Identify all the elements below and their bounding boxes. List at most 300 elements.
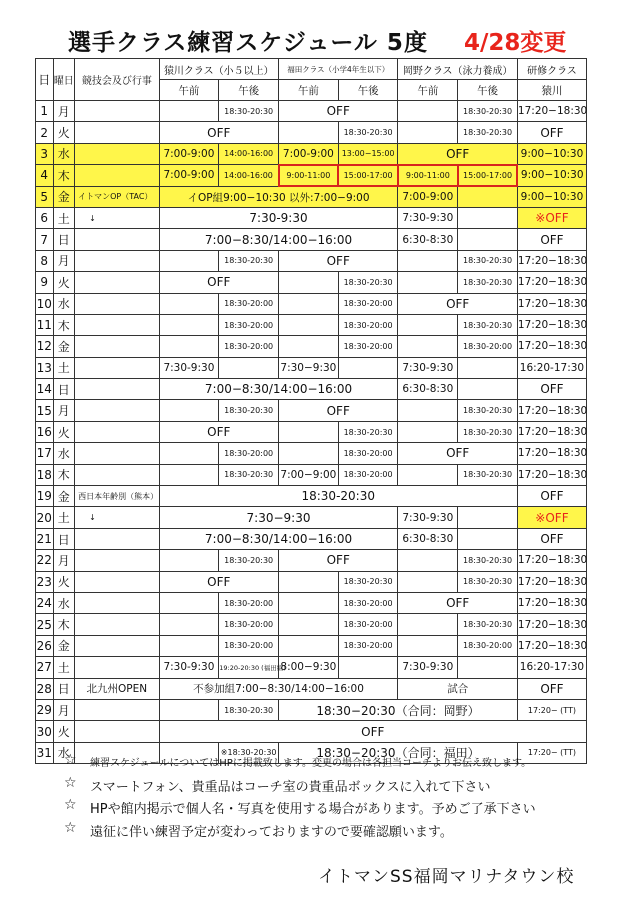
day-cell: 13 (36, 357, 54, 378)
schedule-cell (159, 614, 219, 635)
schedule-cell: OFF (159, 272, 278, 293)
schedule-cell (279, 592, 339, 613)
event-cell (75, 528, 159, 549)
event-cell (75, 101, 159, 122)
schedule-cell: 18:30-20:00 (338, 314, 398, 335)
schedule-cell: 17:20−18:30 (517, 101, 586, 122)
day-cell: 5 (36, 186, 54, 207)
schedule-cell: 18:30-20:30 (458, 272, 518, 293)
schedule-cell: 7:30-9:30 (398, 507, 458, 528)
event-cell (75, 143, 159, 164)
table-row (36, 336, 587, 357)
schedule-cell: 17:20−18:30 (517, 571, 586, 592)
schedule-cell: 18:30-20:30 (458, 101, 518, 122)
schedule-cell: 18:30-20:30 (458, 250, 518, 271)
header-dow: 曜日 (53, 59, 75, 101)
note-item (64, 752, 624, 775)
event-cell (75, 165, 159, 186)
schedule-cell (279, 336, 339, 357)
table-row (36, 657, 587, 678)
schedule-cell: 18:30-20:30 (458, 400, 518, 421)
schedule-cell: 17:20− (TT) (517, 699, 586, 720)
day-cell: 24 (36, 592, 54, 613)
schedule-cell (279, 614, 339, 635)
schedule-cell: 7:00-9:00 (398, 186, 458, 207)
header-event: 競技会及び行事 (75, 59, 159, 101)
day-cell: 2 (36, 122, 54, 143)
schedule-cell (159, 592, 219, 613)
schedule-cell: 6:30-8:30 (398, 229, 458, 250)
day-cell: 14 (36, 379, 54, 400)
schedule-cell: OFF (159, 571, 278, 592)
schedule-cell: OFF (517, 379, 586, 400)
schedule-cell (458, 507, 518, 528)
schedule-cell: 18:30-20:30 (338, 571, 398, 592)
schedule-cell: 18:30-20:30 (219, 699, 279, 720)
dow-cell: 水 (53, 592, 75, 613)
dow-cell: 火 (53, 122, 75, 143)
dow-cell: 月 (53, 550, 75, 571)
event-cell (75, 614, 159, 635)
schedule-cell (219, 357, 279, 378)
schedule-cell: 17:20−18:30 (517, 592, 586, 613)
schedule-cell: 18:30-20:00 (338, 443, 398, 464)
event-cell (75, 464, 159, 485)
day-cell: 6 (36, 207, 54, 228)
schedule-cell (398, 464, 458, 485)
schedule-cell: 7:00−8:30/14:00−16:00 (159, 379, 398, 400)
event-cell (75, 357, 159, 378)
day-cell: 15 (36, 400, 54, 421)
schedule-cell (159, 550, 219, 571)
schedule-cell: 17:20−18:30 (517, 464, 586, 485)
table-row (36, 143, 587, 164)
schedule-cell (458, 379, 518, 400)
header-sarukawa: 猿川クラス（小５以上） (159, 59, 278, 80)
event-cell (75, 550, 159, 571)
schedule-cell: 17:20−18:30 (517, 635, 586, 656)
table-row (36, 186, 587, 207)
event-cell (75, 592, 159, 613)
schedule-cell: 17:20−18:30 (517, 336, 586, 357)
event-cell (75, 699, 159, 720)
dow-cell: 火 (53, 571, 75, 592)
schedule-cell: 18:30-20:00 (338, 293, 398, 314)
dow-cell: 日 (53, 379, 75, 400)
event-cell (75, 122, 159, 143)
table-row (36, 421, 587, 442)
schedule-cell: 17:20−18:30 (517, 293, 586, 314)
schedule-cell: 18:30-20:30 (458, 122, 518, 143)
event-cell (75, 250, 159, 271)
schedule-cell: 9:00−10:30 (517, 165, 586, 186)
schedule-cell (398, 101, 458, 122)
table-row (36, 528, 587, 549)
day-cell: 11 (36, 314, 54, 335)
event-cell (75, 571, 159, 592)
dow-cell: 金 (53, 486, 75, 507)
title-row (56, 24, 616, 58)
schedule-cell: 不参加組7:00−8:30/14:00−16:00 (159, 678, 398, 699)
day-cell: 9 (36, 272, 54, 293)
schedule-cell (159, 464, 219, 485)
dow-cell: 月 (53, 699, 75, 720)
header-kenshu-sub: 猿川 (517, 80, 586, 101)
schedule-cell: OFF (398, 592, 517, 613)
schedule-cell: 9:00-11:00 (398, 165, 458, 186)
schedule-cell: 18:30-20:30 (458, 464, 518, 485)
dow-cell: 火 (53, 272, 75, 293)
schedule-cell (398, 421, 458, 442)
table-row (36, 614, 587, 635)
dow-cell: 木 (53, 165, 75, 186)
schedule-cell (279, 635, 339, 656)
dow-cell: 水 (53, 143, 75, 164)
table-row (36, 272, 587, 293)
schedule-cell (338, 657, 398, 678)
schedule-cell: 6:30-8:30 (398, 379, 458, 400)
table-row (36, 122, 587, 143)
schedule-cell (279, 421, 339, 442)
header-fukuda: 福田クラス（小学4年生以下） (279, 59, 398, 80)
schedule-cell: 15:00-17:00 (458, 165, 518, 186)
event-cell (75, 229, 159, 250)
event-cell (75, 657, 159, 678)
schedule-cell (159, 443, 219, 464)
schedule-cell (398, 614, 458, 635)
schedule-cell: OFF (279, 101, 398, 122)
schedule-cell: OFF (159, 122, 278, 143)
header-okano: 岡野クラス（泳力養成） (398, 59, 517, 80)
schedule-cell: 7:30-9:30 (398, 207, 458, 228)
schedule-cell (338, 357, 398, 378)
schedule-cell: 14:00-16:00 (219, 143, 279, 164)
schedule-cell (458, 229, 518, 250)
page-title: 選手クラス練習スケジュール 5度 (68, 30, 428, 56)
schedule-cell: 6:30-8:30 (398, 528, 458, 549)
table-row (36, 550, 587, 571)
schedule-cell: 18:30-20:00 (219, 592, 279, 613)
day-cell: 19 (36, 486, 54, 507)
schedule-cell: OFF (398, 443, 517, 464)
schedule-cell: 7:00-9:00 (159, 165, 219, 186)
day-cell: 28 (36, 678, 54, 699)
schedule-cell: 7:00−9:00 (279, 464, 339, 485)
event-cell (75, 336, 159, 357)
day-cell: 18 (36, 464, 54, 485)
event-cell: イトマンOP（TAC） (75, 186, 159, 207)
schedule-cell: 17:20−18:30 (517, 550, 586, 571)
dow-cell: 日 (53, 528, 75, 549)
star-icon: ☆ (64, 774, 77, 791)
schedule-cell: OFF (517, 528, 586, 549)
schedule-cell (279, 314, 339, 335)
schedule-cell: 18:30-20:00 (219, 293, 279, 314)
schedule-cell (159, 400, 219, 421)
schedule-cell: 9:00−10:30 (517, 143, 586, 164)
schedule-cell: 7:30-9:30 (159, 207, 398, 228)
schedule-cell: ※18:30-20:30 (219, 742, 279, 763)
star-icon: ☆ (64, 819, 77, 836)
schedule-cell: 試合 (398, 678, 517, 699)
schedule-cell: OFF (398, 293, 517, 314)
schedule-cell: 18:30-20:30 (458, 614, 518, 635)
schedule-cell: 17:20−18:30 (517, 400, 586, 421)
day-cell: 10 (36, 293, 54, 314)
dow-cell: 水 (53, 742, 75, 763)
event-cell (75, 293, 159, 314)
notes-list (64, 752, 624, 842)
schedule-cell: 16:20-17:30 (517, 657, 586, 678)
schedule-cell: 18:30-20:30 (219, 550, 279, 571)
event-cell (75, 635, 159, 656)
schedule-cell: 18:30-20:30 (219, 400, 279, 421)
schedule-cell: 14:00-16:00 (219, 165, 279, 186)
schedule-cell: 18:30-20:30 (458, 421, 518, 442)
event-cell (75, 443, 159, 464)
schedule-cell: 18:30-20:30 (338, 272, 398, 293)
event-cell (75, 721, 159, 742)
schedule-cell: 16:20-17:30 (517, 357, 586, 378)
schedule-table (35, 58, 587, 764)
schedule-cell: 17:20−18:30 (517, 314, 586, 335)
schedule-cell (279, 293, 339, 314)
schedule-cell (458, 207, 518, 228)
header-am: 午前 (279, 80, 339, 101)
dow-cell: 木 (53, 314, 75, 335)
dow-cell: 水 (53, 293, 75, 314)
header-am: 午前 (159, 80, 219, 101)
schedule-cell (159, 699, 219, 720)
day-cell: 21 (36, 528, 54, 549)
note-text: スマートフォン、貴重品はコーチ室の貴重品ボックスに入れて下さい (90, 779, 491, 795)
schedule-cell: 18:30-20:00 (219, 336, 279, 357)
day-cell: 4 (36, 165, 54, 186)
table-row (36, 721, 587, 742)
schedule-cell: 18:30-20:00 (458, 635, 518, 656)
event-cell (75, 314, 159, 335)
table-row (36, 207, 587, 228)
schedule-cell: 18:30-20:00 (219, 314, 279, 335)
schedule-cell: OFF (517, 678, 586, 699)
schedule-cell: 18:30-20:00 (338, 336, 398, 357)
dow-cell: 月 (53, 250, 75, 271)
table-row (36, 250, 587, 271)
header-day: 日 (36, 59, 54, 101)
dow-cell: 水 (53, 443, 75, 464)
table-row (36, 678, 587, 699)
schedule-cell: OFF (279, 400, 398, 421)
schedule-cell: 7:30−9:30 (159, 507, 398, 528)
schedule-cell (458, 357, 518, 378)
event-cell (75, 421, 159, 442)
header-pm: 午後 (219, 80, 279, 101)
schedule-cell (398, 272, 458, 293)
table-row (36, 314, 587, 335)
schedule-cell: 17:20−18:30 (517, 443, 586, 464)
schedule-cell: 18:30-20:00 (338, 592, 398, 613)
schedule-cell: 7:30−9:30 (279, 357, 339, 378)
schedule-cell (279, 122, 339, 143)
schedule-cell: 18:30-20:30 (338, 122, 398, 143)
day-cell: 20 (36, 507, 54, 528)
schedule-cell: 17:20−18:30 (517, 421, 586, 442)
schedule-cell (398, 336, 458, 357)
schedule-cell: ※OFF (517, 507, 586, 528)
day-cell: 31 (36, 742, 54, 763)
schedule-cell: 18:30-20:00 (219, 614, 279, 635)
dow-cell: 日 (53, 678, 75, 699)
schedule-cell: 13:00−15:00 (338, 143, 398, 164)
table-row (36, 507, 587, 528)
table-row (36, 400, 587, 421)
schedule-cell (279, 272, 339, 293)
schedule-cell: 7:30-9:30 (398, 657, 458, 678)
dow-cell: 日 (53, 229, 75, 250)
star-icon: ☆ (64, 752, 77, 768)
schedule-cell (398, 550, 458, 571)
schedule-cell (159, 314, 219, 335)
table-row (36, 635, 587, 656)
schedule-cell: OFF (159, 721, 586, 742)
schedule-cell (398, 400, 458, 421)
day-cell: 22 (36, 550, 54, 571)
event-cell (75, 272, 159, 293)
schedule-cell: OFF (517, 486, 586, 507)
schedule-cell: 18:30-20:30 (338, 421, 398, 442)
table-row (36, 443, 587, 464)
header-pm: 午後 (458, 80, 518, 101)
event-cell: 北九州OPEN (75, 678, 159, 699)
star-icon: ☆ (64, 797, 77, 813)
schedule-cell: OFF (517, 122, 586, 143)
day-cell: 23 (36, 571, 54, 592)
day-cell: 26 (36, 635, 54, 656)
event-arrow: ↓ (75, 507, 159, 528)
day-cell: 1 (36, 101, 54, 122)
table-row (36, 699, 587, 720)
schedule-cell (458, 657, 518, 678)
day-cell: 25 (36, 614, 54, 635)
schedule-cell: 17:20−18:30 (517, 250, 586, 271)
schedule-cell (398, 250, 458, 271)
schedule-cell: 9:00-11:00 (279, 165, 339, 186)
header-kenshu: 研修クラス (517, 59, 586, 80)
school-name: イトマンSS福岡マリナタウン校 (318, 867, 575, 887)
schedule-cell (458, 186, 518, 207)
schedule-cell: 7:30-9:30 (398, 357, 458, 378)
schedule-cell (159, 293, 219, 314)
schedule-cell: 18:30-20:00 (338, 614, 398, 635)
schedule-cell: 18:30-20:30 (219, 250, 279, 271)
note-text: HPや館内掲示で個人名・写真を使用する場合があります。予めご了承下さい (90, 802, 536, 817)
schedule-cell (398, 571, 458, 592)
table-row (36, 571, 587, 592)
day-cell: 29 (36, 699, 54, 720)
schedule-cell: 18:30-20:30 (219, 464, 279, 485)
schedule-cell: 18:30−20:30（合同：福田） (279, 742, 518, 763)
dow-cell: 金 (53, 336, 75, 357)
dow-cell: 木 (53, 464, 75, 485)
dow-cell: 金 (53, 186, 75, 207)
schedule-cell (159, 635, 219, 656)
schedule-cell: 18:30-20:30 (159, 486, 517, 507)
schedule-cell: 17:20−18:30 (517, 614, 586, 635)
schedule-cell: 17:20−18:30 (517, 272, 586, 293)
dow-cell: 火 (53, 421, 75, 442)
header-am: 午前 (398, 80, 458, 101)
day-cell: 7 (36, 229, 54, 250)
schedule-cell: 18:30-20:30 (458, 550, 518, 571)
schedule-cell (398, 635, 458, 656)
schedule-cell: 8:00−9:30 (279, 657, 339, 678)
schedule-cell (398, 122, 458, 143)
schedule-cell: 7:00−8:30/14:00−16:00 (159, 528, 398, 549)
table-row (36, 592, 587, 613)
schedule-cell: イOP組9:00−10:30 以外:7:00−9:00 (159, 186, 398, 207)
schedule-cell (159, 250, 219, 271)
note-text: 練習スケジュールについてはHPに掲載致します。変更の場合は各担当コーチよりお伝え致します。 (90, 758, 532, 769)
dow-cell: 土 (53, 507, 75, 528)
dow-cell: 土 (53, 657, 75, 678)
schedule-cell: 19:20-20:30 (福田組) (219, 657, 279, 678)
schedule-cell: ※OFF (517, 207, 586, 228)
schedule-cell: 18:30−20:30（合同：岡野） (279, 699, 518, 720)
day-cell: 8 (36, 250, 54, 271)
day-cell: 27 (36, 657, 54, 678)
table-row (36, 101, 587, 122)
event-arrow: ↓ (75, 207, 159, 228)
schedule-cell (279, 571, 339, 592)
table-row (36, 165, 587, 186)
header-pm: 午後 (338, 80, 398, 101)
dow-cell: 金 (53, 635, 75, 656)
dow-cell: 土 (53, 357, 75, 378)
day-cell: 3 (36, 143, 54, 164)
schedule-cell: 7:00-9:00 (279, 143, 339, 164)
schedule-cell: OFF (279, 550, 398, 571)
schedule-cell (458, 528, 518, 549)
schedule-cell: 9:00−10:30 (517, 186, 586, 207)
dow-cell: 火 (53, 721, 75, 742)
schedule-cell: OFF (517, 229, 586, 250)
event-cell: 西日本年齢別（熊本） (75, 486, 159, 507)
table-row (36, 464, 587, 485)
note-item (64, 797, 624, 820)
dow-cell: 木 (53, 614, 75, 635)
table-row (36, 357, 587, 378)
schedule-cell (279, 443, 339, 464)
schedule-cell (159, 101, 219, 122)
note-text: 遠征に伴い練習予定が変わっておりますので要確認願います。 (90, 824, 453, 840)
schedule-cell: 7:30-9:30 (159, 657, 219, 678)
schedule-cell: 18:30-20:00 (338, 464, 398, 485)
schedule-cell: OFF (159, 421, 278, 442)
event-cell (75, 400, 159, 421)
day-cell: 30 (36, 721, 54, 742)
schedule-cell: 18:30-20:30 (219, 101, 279, 122)
note-item (64, 820, 624, 843)
dow-cell: 月 (53, 101, 75, 122)
table-row (36, 486, 587, 507)
table-row (36, 379, 587, 400)
schedule-cell: 7:00-9:00 (159, 143, 219, 164)
schedule-cell: 17:20− (TT) (517, 742, 586, 763)
schedule-cell: OFF (398, 143, 517, 164)
schedule-cell: 18:30-20:30 (458, 571, 518, 592)
day-cell: 17 (36, 443, 54, 464)
table-row (36, 229, 587, 250)
